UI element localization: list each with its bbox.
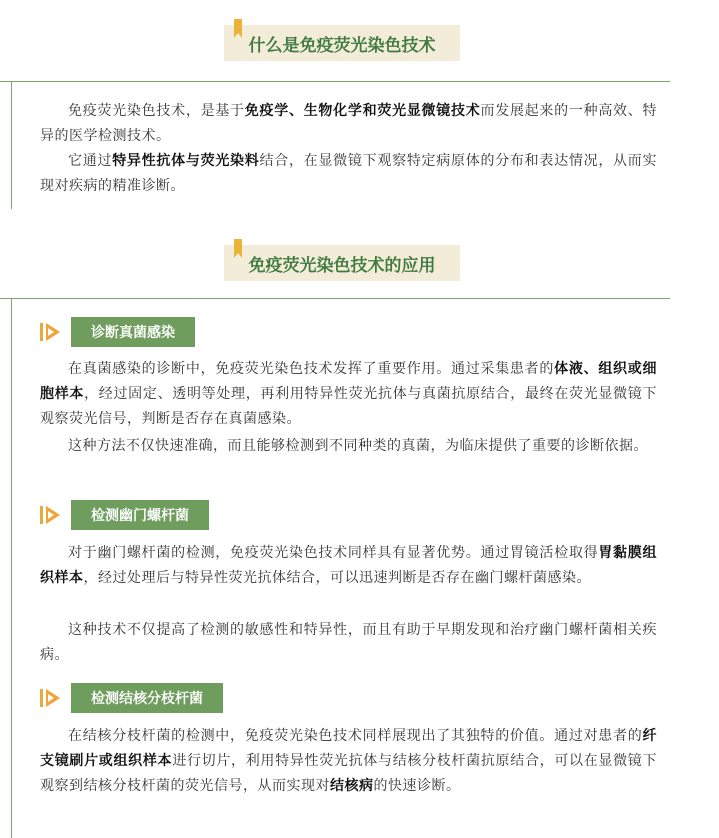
emphasis-text: 胃黏膜组织样本 xyxy=(40,545,658,586)
subsection-heading-hpylori xyxy=(40,500,209,530)
play-arrow-icon xyxy=(40,504,62,526)
section-title-text: 什么是免疫荧光染色技术 xyxy=(248,35,436,56)
paragraph: 它通过特异性抗体与荧光染料结合，在显微镜下观察特定病原体的分布和表达情况，从而实现对疾病的精准诊断。 xyxy=(40,153,658,194)
subsection-label: 诊断真菌感染 xyxy=(71,317,195,347)
section-title-what-is xyxy=(224,25,460,61)
section-title-applications xyxy=(224,245,460,281)
bookmark-icon xyxy=(234,239,242,253)
bookmark-icon xyxy=(234,19,242,33)
paragraph: 对于幽门螺杆菌的检测，免疫荧光染色技术同样具有显著优势。通过胃镜活检取得胃黏膜组织样本，经过处理后与特异性荧光抗体结合，可以迅速判断是否存在幽门螺杆菌感染。 xyxy=(40,545,658,586)
emphasis-text: 纤支镜刷片或组织样本 xyxy=(40,728,657,769)
subsection-label: 检测幽门螺杆菌 xyxy=(71,500,209,530)
paragraph: 这种方法不仅快速准确，而且能够检测到不同种类的真菌，为临床提供了重要的诊断依据。 xyxy=(68,438,648,454)
section-side-line xyxy=(11,298,12,838)
section-side-line xyxy=(11,81,12,209)
emphasis-text: 体液、组织或细胞样本 xyxy=(40,361,658,402)
emphasis-text: 特异性抗体与荧光染料 xyxy=(112,153,260,169)
paragraph: 这种技术不仅提高了检测的敏感性和特异性，而且有助于早期发现和治疗幽门螺杆菌相关疾病。 xyxy=(40,622,657,663)
subsection-heading-tuberculosis xyxy=(40,683,223,713)
subsection-label: 检测结核分枝杆菌 xyxy=(71,683,223,713)
emphasis-text: 结核病 xyxy=(330,778,374,794)
section-divider xyxy=(0,81,670,82)
play-arrow-icon xyxy=(40,687,62,709)
section-divider xyxy=(0,298,670,299)
play-arrow-icon xyxy=(40,321,62,343)
paragraph: 在真菌感染的诊断中，免疫荧光染色技术发挥了重要作用。通过采集患者的体液、组织或细胞样本，经过固定、透明等处理，再利用特异性荧光抗体与真菌抗原结合，最终在荧光显微镜下观察荧光信号，判断是否存在真菌感染。 xyxy=(40,361,658,427)
paragraph: 在结核分枝杆菌的检测中，免疫荧光染色技术同样展现出了其独特的价值。通过对患者的纤支镜刷片或组织样本进行切片，利用特异性荧光抗体与结核分枝杆菌抗原结合，可以在显微镜下观察到结核分枝杆菌的荧光信号，从而实现对结核病的快速诊断。 xyxy=(40,728,658,794)
subsection-heading-fungal xyxy=(40,317,195,347)
emphasis-text: 免疫学、生物化学和荧光显微镜技术 xyxy=(244,103,481,119)
paragraph: 免疫荧光染色技术，是基于免疫学、生物化学和荧光显微镜技术而发展起来的一种高效、特异的医学检测技术。 xyxy=(40,103,658,144)
section-title-text: 免疫荧光染色技术的应用 xyxy=(248,255,436,276)
